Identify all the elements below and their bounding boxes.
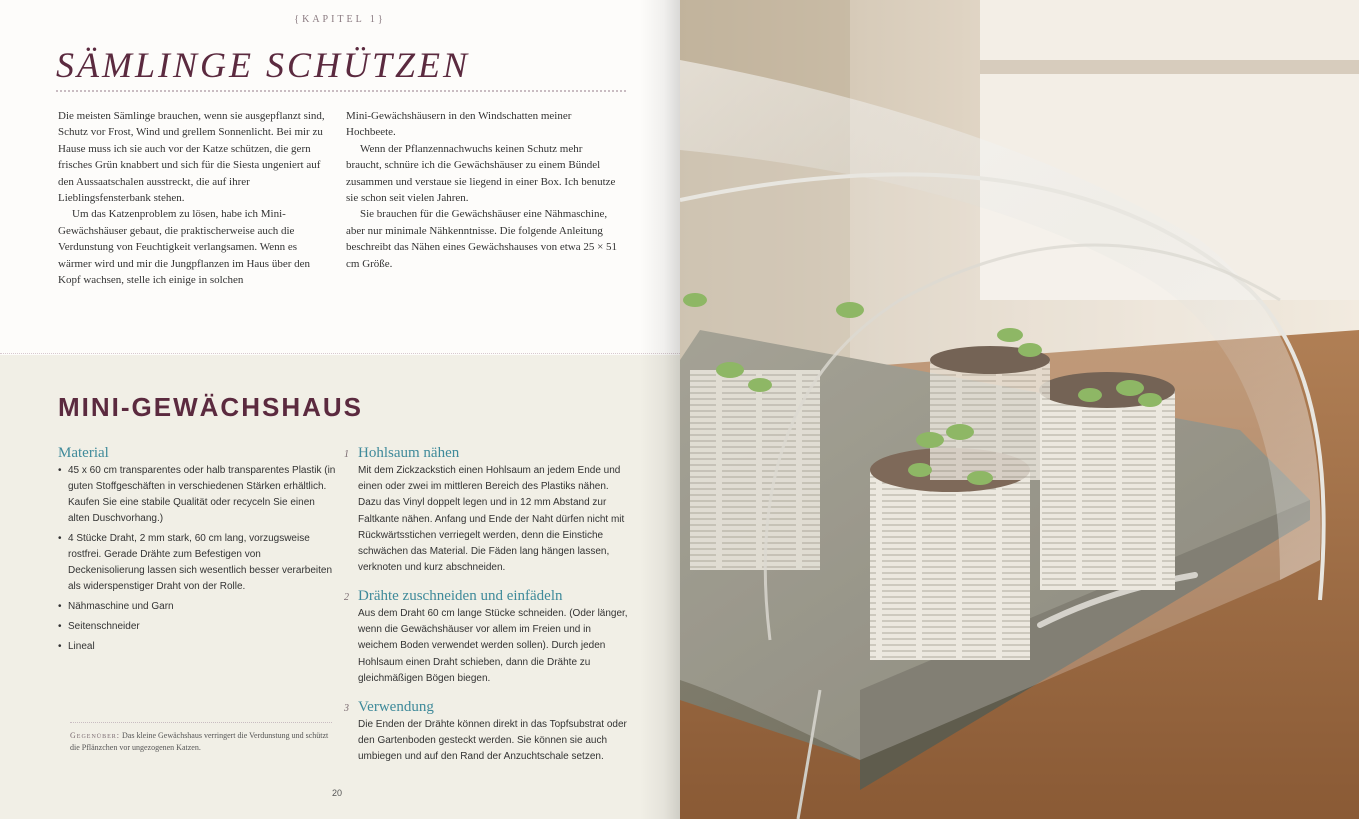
material-list bbox=[58, 463, 338, 659]
title-divider bbox=[56, 90, 626, 94]
list-item: • 45 x 60 cm transparentes oder halb transparentes Plastik (in guten Stoffgeschäften in verschiedenen Stärken erhältlich. Kaufen Sie eine stabile Qualität oder recyceln Sie einen alten Duschvorhang.) bbox=[58, 465, 336, 524]
bullet-icon: • bbox=[58, 641, 62, 652]
step-heading: Drähte zuschneiden und einfädeln bbox=[358, 588, 563, 604]
page-gutter bbox=[640, 0, 680, 819]
intro-paragraph: Die meisten Sämlinge brauchen, wenn sie ausgepflanzt sind, Schutz vor Frost, Wind und grellem Sonnenlicht. Bei mir zu Hause muss ich sie auch vor der Katze schützen, die gern frisches Grün knabbert und sich für die Siesta ungeniert auf den Aussaatschalen ausstreckt, die auf ihrer Lieblingsfensterbank stehen. bbox=[58, 110, 325, 205]
bullet-icon: • bbox=[58, 465, 62, 476]
page-title: SÄMLINGE SCHÜTZEN bbox=[56, 45, 471, 85]
step-text: Die Enden der Drähte können direkt in das Topfsubstrat oder den Gartenboden gesteckt werden. Sie können sie auch umbiegen und auf den Rand der Anzuchtschale setzen. bbox=[358, 719, 627, 763]
list-item: • 4 Stücke Draht, 2 mm stark, 60 cm lang, vorzugsweise rostfrei. Gerade Drähte zum Befestigen von Deckenisolierung lassen sich wesentlich besser verarbeiten als widerspenstiger Draht von der Rolle. bbox=[58, 533, 333, 592]
step-heading: Verwendung bbox=[358, 699, 434, 715]
caption-divider bbox=[70, 722, 332, 726]
bullet-icon: • bbox=[58, 601, 62, 612]
step-number: 3 bbox=[344, 703, 349, 714]
intro-column-2 bbox=[346, 108, 618, 272]
bullet-icon: • bbox=[58, 533, 62, 544]
caption-label: Gegenüber: bbox=[70, 731, 120, 740]
intro-paragraph: Mini-Gewächshäusern in den Windschatten meiner Hochbeete. bbox=[346, 110, 572, 139]
photo-caption bbox=[70, 730, 334, 754]
bullet-icon: • bbox=[58, 621, 62, 632]
section-title: MINI-GEWÄCHSHAUS bbox=[58, 392, 363, 422]
step-text: Mit dem Zickzackstich einen Hohlsaum an jedem Ende und einen oder zwei im mittleren Bereich des Plastiks nähen. Dazu das Vinyl doppelt legen und in 12 mm Abstand zur Faltkante nähen. Anfang und Ende der Naht dürfen nicht mit Rückwärtsstichen verriegelt werden, denn die Einstiche schwächen das Material. Die Fäden lang hängen lassen, verknoten und kurz abschneiden. bbox=[358, 465, 625, 574]
panel-divider bbox=[0, 353, 680, 354]
step-number: 1 bbox=[344, 449, 349, 460]
intro-paragraph: Sie brauchen für die Gewächshäuser eine Nähmaschine, aber nur minimale Nähkenntnisse. Die folgende Anleitung beschreibt das Nähen eines Gewächshauses von etwa 25 × 51 cm Größe. bbox=[346, 208, 618, 270]
photo-illustration bbox=[680, 0, 1359, 819]
mini-greenhouse-photo bbox=[680, 0, 1359, 819]
list-item: • Lineal bbox=[58, 639, 338, 655]
chapter-label: {KAPITEL 1} bbox=[294, 14, 386, 25]
window-sill bbox=[980, 60, 1359, 74]
intro-paragraph: Wenn der Pflanzennachwuchs keinen Schutz mehr braucht, schnüre ich die Gewächshäuser zu einem Bündel zusammen und verstaue sie liegend in einer Box. Ich benutze sie schon seit vielen Jahren. bbox=[346, 142, 616, 205]
intro-paragraph: Um das Katzenproblem zu lösen, habe ich Mini-Gewächshäuser gebaut, die praktischerweise auch die Verdunstung von Feuchtigkeit verlangsamen. Wenn es wärmer wird und mir die Jungpflanzen im Haus über den Kopf wachsen, stelle ich einige in solchen bbox=[58, 208, 311, 287]
list-item: • Seitenschneider bbox=[58, 619, 338, 635]
step-heading: Hohlsaum nähen bbox=[358, 445, 460, 461]
page-number: 20 bbox=[332, 788, 343, 798]
intro-column-1 bbox=[58, 108, 326, 288]
step-number: 2 bbox=[344, 592, 349, 603]
list-item: • Nähmaschine und Garn bbox=[58, 599, 338, 615]
step-text: Aus dem Draht 60 cm lange Stücke schneiden. (Oder länger, wenn die Gewächshäuser vor allem im Freien und in weichem Boden verwendet werden sollen). Durch jeden Hohlsaum einen Draht schieben, dann die Drähte zu gleichmäßigen Bögen biegen. bbox=[358, 608, 628, 684]
material-heading: Material bbox=[58, 445, 109, 461]
caption-text: Das kleine Gewächshaus verringert die Verdunstung und schützt die Pflänzchen vor ungezogenen Katzen. bbox=[70, 731, 329, 752]
